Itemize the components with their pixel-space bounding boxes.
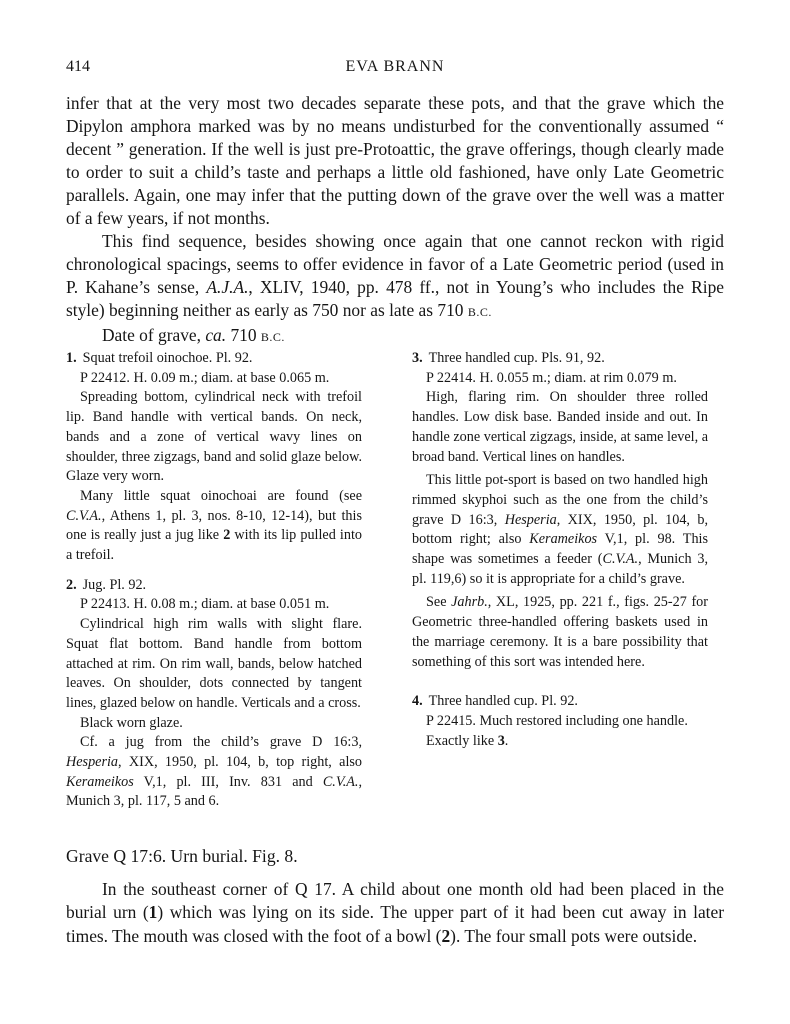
entry-dimensions: P 22415. Much restored including one handle. xyxy=(426,712,688,729)
entry-title: 2. Jug. Pl. 92. xyxy=(66,576,147,593)
entry-dimensions: P 22413. H. 0.08 m.; diam. at base 0.051 m. xyxy=(80,596,330,613)
entry-see-also: See Jahrb., XL, 1925, pp. 221 f., figs. 25-27 for Geometric three-handled offering baskets used in the marriage ceremony. It is a bare possibility that something of this sort was intended here. xyxy=(412,594,708,670)
catalog-entry-4 xyxy=(412,692,708,751)
date-of-grave: Date of grave, ca. 710 B.C. xyxy=(102,325,285,345)
entry-title: 4. Three handled cup. Pl. 92. xyxy=(412,693,578,710)
catalog-column-right xyxy=(412,349,708,751)
entry-note: Many little squat oinochoai are found (see C.V.A., Athens 1, pl. 3, nos. 8-10, 12-14), but this one is really just a jug like 2 with its lip pulled into a trefoil. xyxy=(66,487,362,564)
paragraph-find-sequence: This find sequence, besides showing once again that one cannot reckon with rigid chronological spacings, seems to offer evidence in favor of a Late Geometric period (used in P. Kahane’s sense, A.J.A., XLIV, 1940, pp. 478 ff., not in Young’s who includes the Ripe style) beginning neither as early as 750 nor as late as 710 B.C. xyxy=(66,231,724,320)
entry-comparison: Cf. a jug from the child’s grave D 16:3, Hesperia, XIX, 1950, pl. 104, b, top right, also Kerameikos V,1, pl. III, Inv. 831 and C.V.A., Munich 3, pl. 117, 5 and 6. xyxy=(66,734,362,810)
running-title: EVA BRANN xyxy=(345,58,445,75)
catalog-column-left xyxy=(66,349,362,812)
entry-dimensions: P 22412. H. 0.09 m.; diam. at base 0.065 m. xyxy=(80,369,330,386)
intro-text xyxy=(66,92,724,349)
entry-comparison: Exactly like 3. xyxy=(426,732,509,749)
entry-dimensions: P 22414. H. 0.055 m.; diam. at rim 0.079 m. xyxy=(426,369,677,386)
page-header xyxy=(66,58,724,80)
catalog-entry-3 xyxy=(412,349,708,672)
journal-abbrev: A.J.A. xyxy=(206,277,249,297)
section-heading: Grave Q 17:6. Urn burial. Fig. 8. xyxy=(66,846,298,866)
page-number: 414 xyxy=(66,58,90,75)
burial-text xyxy=(66,878,724,948)
entry-description: Spreading bottom, cylindrical neck with trefoil lip. Band handle with vertical bands. On neck, bands and a zone of vertical wavy lines on shoulder, three zigzags, band and solid glaze below. Glaze very worn. xyxy=(66,389,362,485)
catalog-entry-1 xyxy=(66,349,362,566)
entry-title: 3. Three handled cup. Pls. 91, 92. xyxy=(412,350,605,366)
entry-note: This little pot-sport is based on two handled high rimmed skyphoi such as the one from the child’s grave D 16:3, Hesperia, XIX, 1950, pl. 104, b, bottom right; also Kerameikos V,1, pl. 98. This shape was sometimes a feeder (C.V.A., Munich 3, pl. 119,6) so it is appropriate for a child’s grave. xyxy=(412,472,709,587)
catalog-entry-2 xyxy=(66,576,362,812)
entry-description: Cylindrical high rim walls with slight flare. Squat flat bottom. Band handle from bottom attached at rim. On rim wall, bands, below hatched leaves. On shoulder, dots connected by tangent lines, glazed below on handle. Verticals and a cross. xyxy=(66,616,362,711)
entry-title: 1. Squat trefoil oinochoe. Pl. 92. xyxy=(66,350,253,366)
entry-description: High, flaring rim. On shoulder three rolled handles. Low disk base. Banded inside and out. In handle zone vertical zigzags, inside, at same level, a broad band. Vertical lines on handles. xyxy=(412,389,708,465)
entry-glaze: Black worn glaze. xyxy=(80,714,183,731)
paragraph-dipylon: infer that at the very most two decades separate these pots, and that the grave which the Dipylon amphora marked was by no means undisturbed for the conventionally assumed “ decent ” generation. If the well is just pre-Protoattic, the grave offerings, though clearly made to order to suit a child’s taste and perhaps a little old fashioned, have only Late Geometric parallels. Again, one may infer that the putting down of the grave over the well was a matter of a few years, if not months. xyxy=(66,93,724,228)
paragraph-urn-burial: In the southeast corner of Q 17. A child about one month old had been placed in the burial urn (1) which was lying on its side. The upper part of it had been cut away in later times. The mouth was closed with the foot of a bowl (2). The four small pots were outside. xyxy=(66,879,725,946)
era-abbrev: B.C. xyxy=(467,305,492,319)
